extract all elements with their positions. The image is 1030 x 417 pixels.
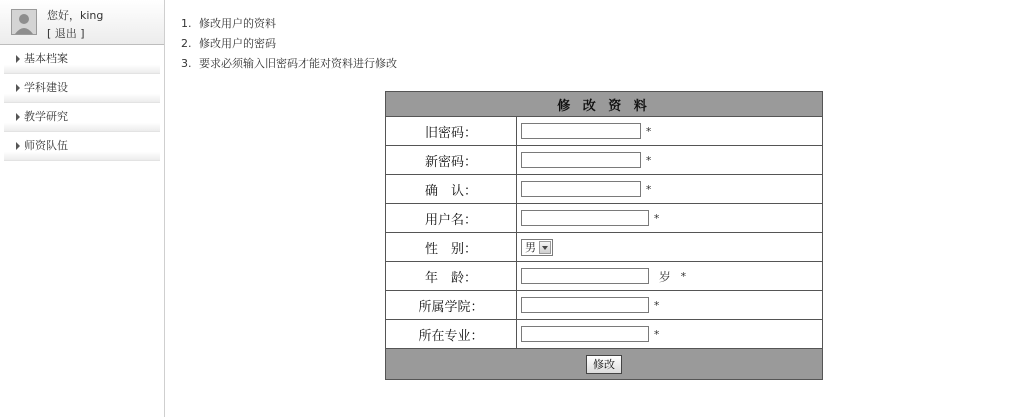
new-password-cell <box>517 146 823 175</box>
gender-select[interactable] <box>521 239 553 256</box>
old-password-input[interactable] <box>521 123 641 139</box>
major-input[interactable] <box>521 326 649 342</box>
required-mark: * <box>653 211 660 225</box>
username-input[interactable] <box>521 210 649 226</box>
avatar <box>11 9 37 35</box>
age-input[interactable] <box>521 268 649 284</box>
new-password-label: 新密码： <box>386 146 517 175</box>
username-row <box>386 204 823 233</box>
old-password-cell <box>517 117 823 146</box>
instruction-number: 1. <box>181 17 192 30</box>
sidebar <box>0 0 165 417</box>
gender-row <box>386 233 823 262</box>
form-title: 修 改 资 料 <box>386 92 823 117</box>
form-footer <box>386 349 823 380</box>
college-label: 所属学院： <box>386 291 517 320</box>
arrow-right-icon <box>16 113 20 121</box>
username-cell <box>517 204 823 233</box>
age-label: 年 龄： <box>386 262 517 291</box>
user-silhouette-icon <box>12 10 36 34</box>
confirm-password-label: 确 认： <box>386 175 517 204</box>
gender-cell <box>517 233 823 262</box>
edit-profile-form <box>385 91 823 380</box>
logout-link[interactable]: [ 退出 ] <box>47 27 85 40</box>
required-mark: * <box>645 182 652 196</box>
sidebar-item-label: 学科建设 <box>24 81 68 94</box>
instruction-number: 2. <box>181 37 192 50</box>
sidebar-item-basic-archive[interactable] <box>4 45 160 74</box>
college-input[interactable] <box>521 297 649 313</box>
gender-selected-value: 男 <box>525 240 536 254</box>
required-mark: * <box>680 269 687 283</box>
required-mark: * <box>653 298 660 312</box>
college-row <box>386 291 823 320</box>
confirm-password-cell <box>517 175 823 204</box>
chevron-down-icon[interactable] <box>539 241 551 254</box>
old-password-label: 旧密码： <box>386 117 517 146</box>
arrow-right-icon <box>16 55 20 63</box>
instruction-item <box>181 54 397 74</box>
old-password-row <box>386 117 823 146</box>
submit-button[interactable]: 修改 <box>586 355 622 374</box>
age-row <box>386 262 823 291</box>
required-mark: * <box>653 327 660 341</box>
college-cell <box>517 291 823 320</box>
instruction-text: 修改用户的密码 <box>199 37 276 50</box>
arrow-right-icon <box>16 142 20 150</box>
new-password-input[interactable] <box>521 152 641 168</box>
sidebar-item-faculty[interactable] <box>4 132 160 161</box>
sidebar-item-label: 基本档案 <box>24 52 68 65</box>
new-password-row <box>386 146 823 175</box>
sidebar-item-teaching-research[interactable] <box>4 103 160 132</box>
instruction-number: 3. <box>181 57 192 70</box>
major-label: 所在专业： <box>386 320 517 349</box>
confirm-password-row <box>386 175 823 204</box>
arrow-right-icon <box>16 84 20 92</box>
age-unit: 岁 <box>658 269 671 284</box>
sidebar-item-label: 师资队伍 <box>24 139 68 152</box>
sidebar-item-label: 教学研究 <box>24 110 68 123</box>
instruction-item <box>181 34 397 54</box>
gender-label: 性 别： <box>386 233 517 262</box>
instruction-item <box>181 14 397 34</box>
user-box <box>0 0 164 45</box>
age-cell <box>517 262 823 291</box>
major-row <box>386 320 823 349</box>
confirm-password-input[interactable] <box>521 181 641 197</box>
greeting-text: 您好，king <box>47 9 104 22</box>
required-mark: * <box>645 124 652 138</box>
instruction-text: 要求必须输入旧密码才能对资料进行修改 <box>199 57 397 70</box>
instruction-text: 修改用户的资料 <box>199 17 276 30</box>
username-label: 用户名： <box>386 204 517 233</box>
major-cell <box>517 320 823 349</box>
required-mark: * <box>645 153 652 167</box>
sidebar-item-discipline[interactable] <box>4 74 160 103</box>
instruction-list <box>181 14 397 74</box>
